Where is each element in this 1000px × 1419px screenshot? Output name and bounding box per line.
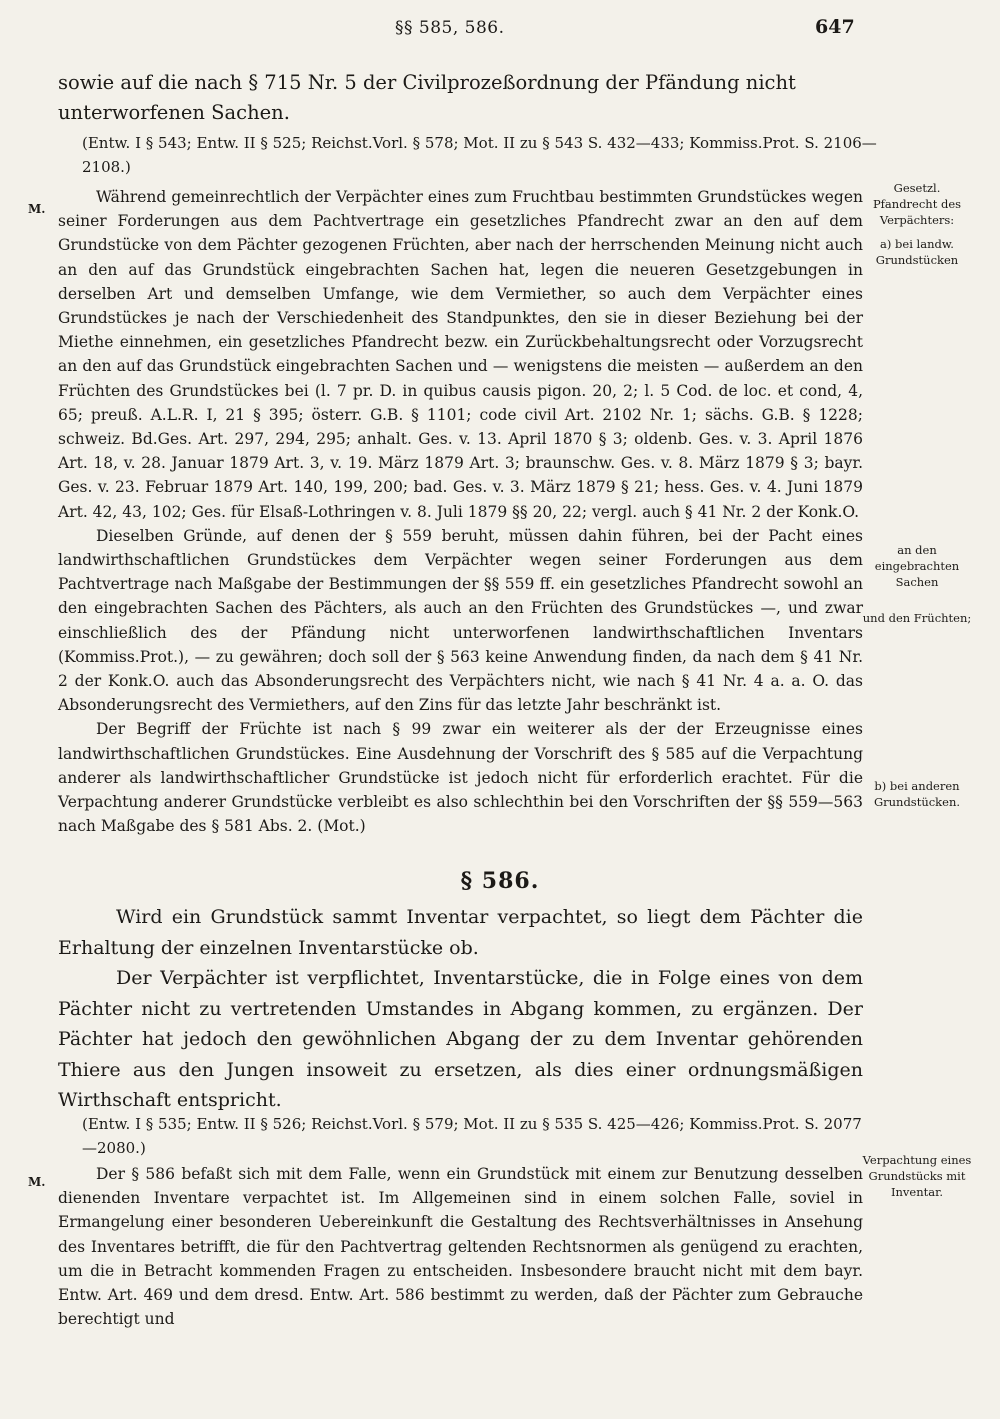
- motive-585: [58, 185, 863, 838]
- section-586-text: [58, 902, 863, 1116]
- page-number: 647: [815, 16, 855, 38]
- motive-586: [58, 1162, 863, 1331]
- running-head: §§ 585, 586.: [395, 18, 505, 38]
- margin-note-pfandrecht: Gesetzl. Pfandrecht des Verpächters:: [872, 181, 962, 227]
- margin-note-eingebrachten: an den eingebrachten Sachen: [874, 543, 960, 589]
- motive-585-paragraph: Während gemeinrechtlich der Verpächter eines zum Fruchtbau bestimmten Grundstückes wegen seiner Forderungen aus dem Pachtvertrage ein gesetzliches Pfandrecht zwar an den auf dem Grundstücke von dem Pächter gezogenen Früchten, aber nach der herrschenden Meinung nicht auch an den auf das Grundstück eingebrachten Sachen hat, legen die neueren Gesetzgebungen in derselben Art und demselben Umfange, wie dem Vermiether, so auch dem Verpächter eines Grundstückes je nach der Verschiedenheit des Standpunktes, den sie in dieser Beziehung bei der Miethe einnehmen, ein gesetzliches Pfandrecht bezw. ein Zurückbehaltungsrecht oder Vorzugsrecht an den auf das Grundstück eingebrachten Sachen und — wenigstens die meisten — außerdem an den Früchten des Grundstückes bei (l. 7 pr. D. in quibus causis pigon. 20, 2; l. 5 Cod. de loc. et cond, 4, 65; preuß. A.L.R. I, 21 § 395; österr. G.B. § 1101; code civil Art. 2102 Nr. 1; sächs. G.B. § 1228; schweiz. Bd.Ges. Art. 297, 294, 295; anhalt. Ges. v. 13. April 1870 § 3; oldenb. Ges. v. 3. April 1876 Art. 18, v. 28. Januar 1879 Art. 3, v. 19. März 1879 Art. 3; braunschw. Ges. v. 8. März 1879 § 3; bayr. Ges. v. 23. Februar 1879 Art. 140, 199, 200; bad. Ges. v. 3. März 1879 § 21; hess. Ges. v. 4. Juni 1879 Art. 42, 43, 102; Ges. für Elsaß-Lothringen v. 8. Juli 1879 §§ 20, 22; vergl. auch § 41 Nr. 2 der Konk.O.: [58, 188, 863, 521]
- motive-586-paragraph: Der § 586 befaßt sich mit dem Falle, wenn ein Grundstück mit einem zur Benutzung desselben dienenden Inventare verpachtet ist. Im Allgemeinen sind in einem solchen Falle, soviel in Ermangelung einer besonderen Uebereinkunft die Gestaltung des Rechtsverhältnisses in Ansehung des Inventares betrifft, die für den Pachtvertrag geltenden Rechtsnormen als genügend zu erachten, um die in Betracht kommenden Fragen zu entscheiden. Insbesondere braucht nicht mit dem bayr. Entw. Art. 469 und dem dresd. Entw. Art. 586 bestimmt zu werden, daß der Pächter zum Gebrauche berechtigt und: [58, 1165, 863, 1329]
- motive-585-paragraph: Der Begriff der Früchte ist nach § 99 zwar ein weiterer als der der Erzeugnisse eines landwirthschaftlichen Grundstückes. Eine Ausdehnung der Vorschrift des § 585 auf die Verpachtung anderer als landwirthschaftlicher Grundstücke ist jedoch nicht für erforderlich erachtet. Für die Verpachtung anderer Grundstücke verbleibt es also schlechthin bei den Vorschriften der §§ 559—563 nach Maßgabe des § 581 Abs. 2. (Mot.): [58, 720, 863, 836]
- intro-continuation: sowie auf die nach § 715 Nr. 5 der Civilprozeßordnung der Pfändung nicht unterworfenen Sachen.: [58, 71, 796, 124]
- section-586-paragraph: Wird ein Grundstück sammt Inventar verpachtet, so liegt dem Pächter die Erhaltung der einzelnen Inventarstücke ob.: [58, 906, 863, 959]
- motive-marker: M.: [28, 1175, 46, 1189]
- section-heading: § 586.: [460, 868, 540, 894]
- margin-note-fruechten: und den Früchten;: [862, 611, 972, 625]
- margin-note-anderen: b) bei anderen Grundstücken.: [873, 779, 961, 809]
- section-586-sources: (Entw. I § 535; Entw. II § 526; Reichst.Vorl. § 579; Mot. II zu § 535 S. 425—426; Kommiss.Prot. S. 2077—2080.): [82, 1115, 862, 1157]
- motive-585-paragraph: Dieselben Gründe, auf denen der § 559 beruht, müssen dahin führen, bei der Pacht eines landwirthschaftlichen Grundstückes dem Verpächter wegen seiner Forderungen aus dem Pachtvertrage nach Maßgabe der Bestimmungen der §§ 559 ff. ein gesetzliches Pfandrecht sowohl an den eingebrachten Sachen des Pächters, als auch an den Früchten des Grundstückes —, und zwar einschließlich des der Pfändung nicht unterworfenen landwirthschaftlichen Inventars (Kommiss.Prot.), — zu gewähren; doch soll der § 563 keine Anwendung finden, da nach dem § 41 Nr. 2 der Konk.O. auch das Absonderungsrecht des Verpächters nicht, wie nach § 41 Nr. 4 a. a. O. das Absonderungsrecht des Vermiethers, auf den Zins für das letzte Jahr beschränkt ist.: [58, 526, 863, 715]
- motive-marker: M.: [28, 202, 46, 216]
- intro-sources: (Entw. I § 543; Entw. II § 525; Reichst.Vorl. § 578; Mot. II zu § 543 S. 432—433; Kommiss.Prot. S. 2106—2108.): [82, 134, 877, 176]
- section-586-paragraph: Der Verpächter ist verpflichtet, Inventarstücke, die in Folge eines von dem Pächter nicht zu vertretenden Umstandes in Abgang kommen, zu ergänzen. Der Pächter hat jedoch den gewöhnlichen Abgang der zu dem Inventar gehörenden Thiere aus den Jungen insoweit zu ersetzen, als dies einer ordnungsmäßigen Wirthschaft entspricht.: [58, 967, 863, 1111]
- margin-note-inventar: Verpachtung eines Grundstücks mit Inventar.: [862, 1153, 972, 1199]
- margin-note-landw: a) bei landw. Grundstücken: [875, 237, 959, 267]
